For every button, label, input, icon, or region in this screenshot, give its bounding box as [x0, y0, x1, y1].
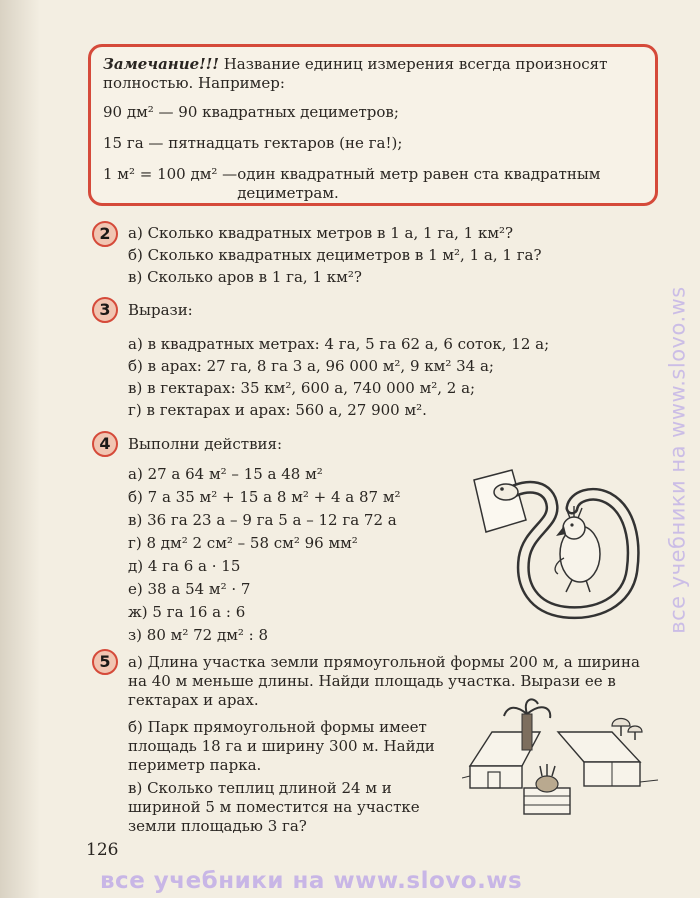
- task-2-c: в) Сколько аров в 1 га, 1 км²?: [128, 268, 362, 286]
- note-intro-text: Название единиц измерения всегда произносят полностью. Например:: [103, 55, 608, 92]
- task-5-a: а) Длина участка земли прямоугольной формы 200 м, а ширина на 40 м меньше длины. Найди площадь участка. Вырази ее в гектарах и арах.: [128, 653, 640, 709]
- note-example-1: 90 дм² — 90 квадратных дециметров;: [103, 103, 399, 121]
- snake-parrot-illustration: [468, 462, 658, 632]
- watermark-bottom: все учебники на www.slovo.ws: [100, 868, 523, 894]
- note-title: Замечание!!!: [103, 55, 219, 73]
- task-5-badge: 5: [92, 649, 118, 675]
- watermark-side-text: все учебники на www.slovo.ws: [666, 286, 691, 634]
- task-3-d: г) в гектарах и арах: 560 а, 27 900 м².: [128, 401, 427, 419]
- task-3-badge: 3: [92, 297, 118, 323]
- task-4-item-d: г) 8 дм² 2 см² – 58 см² 96 мм²: [128, 534, 358, 552]
- page-gutter-shadow: [0, 0, 40, 898]
- task-4-item-g: ж) 5 га 16 а : 6: [128, 603, 246, 621]
- task-3-b: б) в арах: 27 га, 8 га 3 а, 96 000 м², 9 км² 34 а;: [128, 357, 494, 375]
- task-4-item-b: б) 7 а 35 м² + 15 а 8 м² + 4 а 87 м²: [128, 488, 401, 506]
- task-4-title: Выполни действия:: [128, 435, 283, 453]
- note-example-2: 15 га — пятнадцать гектаров (не га!);: [103, 134, 403, 152]
- task-2-a: а) Сколько квадратных метров в 1 а, 1 га, 1 км²?: [128, 224, 514, 242]
- task-4-item-a: а) 27 а 64 м² – 15 а 48 м²: [128, 465, 323, 483]
- task-5-c: в) Сколько теплиц длиной 24 м и шириной 5 м поместится на участке земли площадью 3 га?: [128, 779, 420, 835]
- page-number: 126: [86, 840, 119, 860]
- task-4-item-c: в) 36 га 23 а – 9 га 5 а – 12 га 72 а: [128, 511, 397, 529]
- task-4-item-e: д) 4 га 6 а · 15: [128, 557, 241, 575]
- greenhouse-palm-illustration: [462, 696, 662, 826]
- watermark-side: [663, 150, 693, 770]
- note-example-3-formula: 1 м² = 100 дм² —: [103, 165, 238, 183]
- task-4-item-f: е) 38 а 54 м² · 7: [128, 580, 251, 598]
- task-3-title: Вырази:: [128, 301, 193, 319]
- task-2-b: б) Сколько квадратных дециметров в 1 м², 1 а, 1 га?: [128, 246, 542, 264]
- task-2-badge: 2: [92, 221, 118, 247]
- note-box: [88, 44, 658, 206]
- note-example-3: [103, 165, 643, 203]
- note-example-3-text: один квадратный метр равен ста квадратным дециметрам.: [237, 165, 601, 202]
- task-4-badge: 4: [92, 431, 118, 457]
- task-3-a: а) в квадратных метрах: 4 га, 5 га 62 а, 6 соток, 12 а;: [128, 335, 550, 353]
- task-5-b: б) Парк прямоугольной формы имеет площадь 18 га и ширину 300 м. Найди периметр парка.: [128, 718, 435, 774]
- note-intro: [103, 55, 643, 93]
- task-4-item-h: з) 80 м² 72 дм² : 8: [128, 626, 269, 644]
- task-3-c: в) в гектарах: 35 км², 600 а, 740 000 м², 2 а;: [128, 379, 476, 397]
